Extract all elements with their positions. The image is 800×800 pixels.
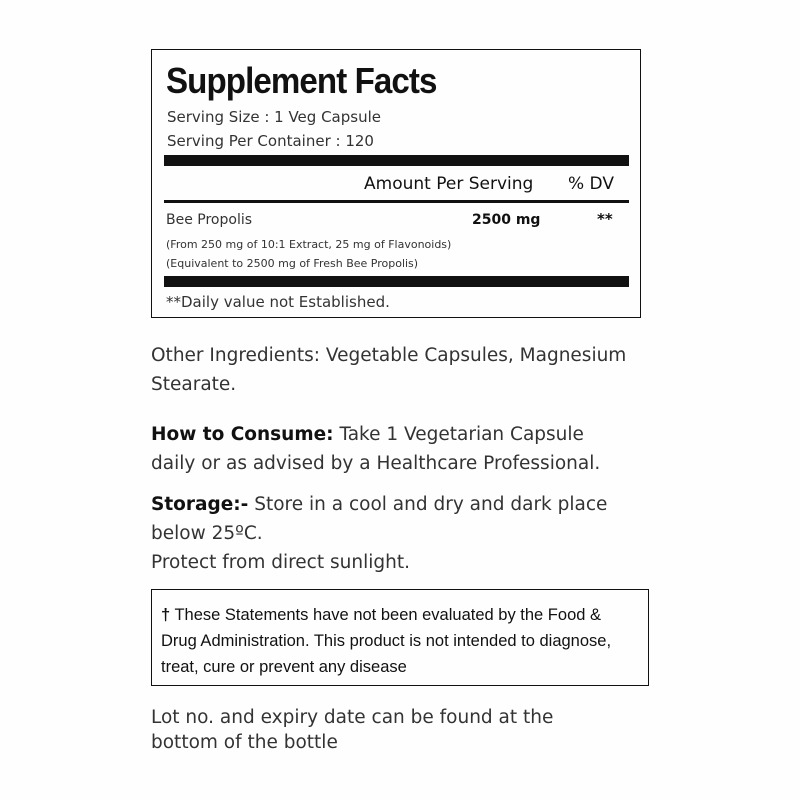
how-to-consume: [151, 420, 631, 478]
supplement-facts-panel: [151, 49, 641, 318]
serving-size: Serving Size : 1 Veg Capsule: [167, 108, 381, 126]
facts-title: Supplement Facts: [166, 60, 437, 101]
dagger-symbol: †: [161, 606, 171, 624]
storage-extra: Protect from direct sunlight.: [151, 552, 410, 573]
daily-value-header: % DV: [568, 174, 614, 194]
divider-thick-top: [164, 155, 629, 166]
ingredient-daily-value: **: [597, 210, 613, 228]
how-to-consume-text: Take 1 Vegetarian Capsule daily or as advised by a Healthcare Professional.: [151, 424, 601, 474]
disclaimer-text: These Statements have not been evaluated by the Food & Drug Administration. This product is not intended to diagnose, treat, cure or prevent any disease: [161, 606, 612, 676]
amount-per-serving-header: Amount Per Serving: [364, 174, 534, 194]
divider-thick-bottom: [164, 276, 629, 287]
how-to-consume-label: How to Consume:: [151, 424, 334, 445]
servings-per-container: Serving Per Container : 120: [167, 132, 374, 150]
fda-disclaimer: [151, 589, 649, 686]
ingredient-amount: 2500 mg: [472, 212, 541, 228]
storage-text: Store in a cool and dry and dark place below 25ºC.: [151, 494, 608, 544]
other-ingredients: Other Ingredients: Vegetable Capsules, Magnesium Stearate.: [151, 345, 627, 395]
ingredient-note: (Equivalent to 2500 mg of Fresh Bee Propolis): [166, 257, 419, 270]
divider-thin: [164, 200, 629, 203]
daily-value-footnote: **Daily value not Established.: [166, 293, 390, 311]
ingredient-note: (From 250 mg of 10:1 Extract, 25 mg of Flavonoids): [166, 238, 452, 251]
storage-instructions: [151, 490, 631, 577]
storage-label: Storage:-: [151, 494, 249, 515]
ingredient-name: Bee Propolis: [166, 212, 253, 228]
lot-expiry-note: Lot no. and expiry date can be found at the bottom of the bottle: [151, 707, 554, 753]
